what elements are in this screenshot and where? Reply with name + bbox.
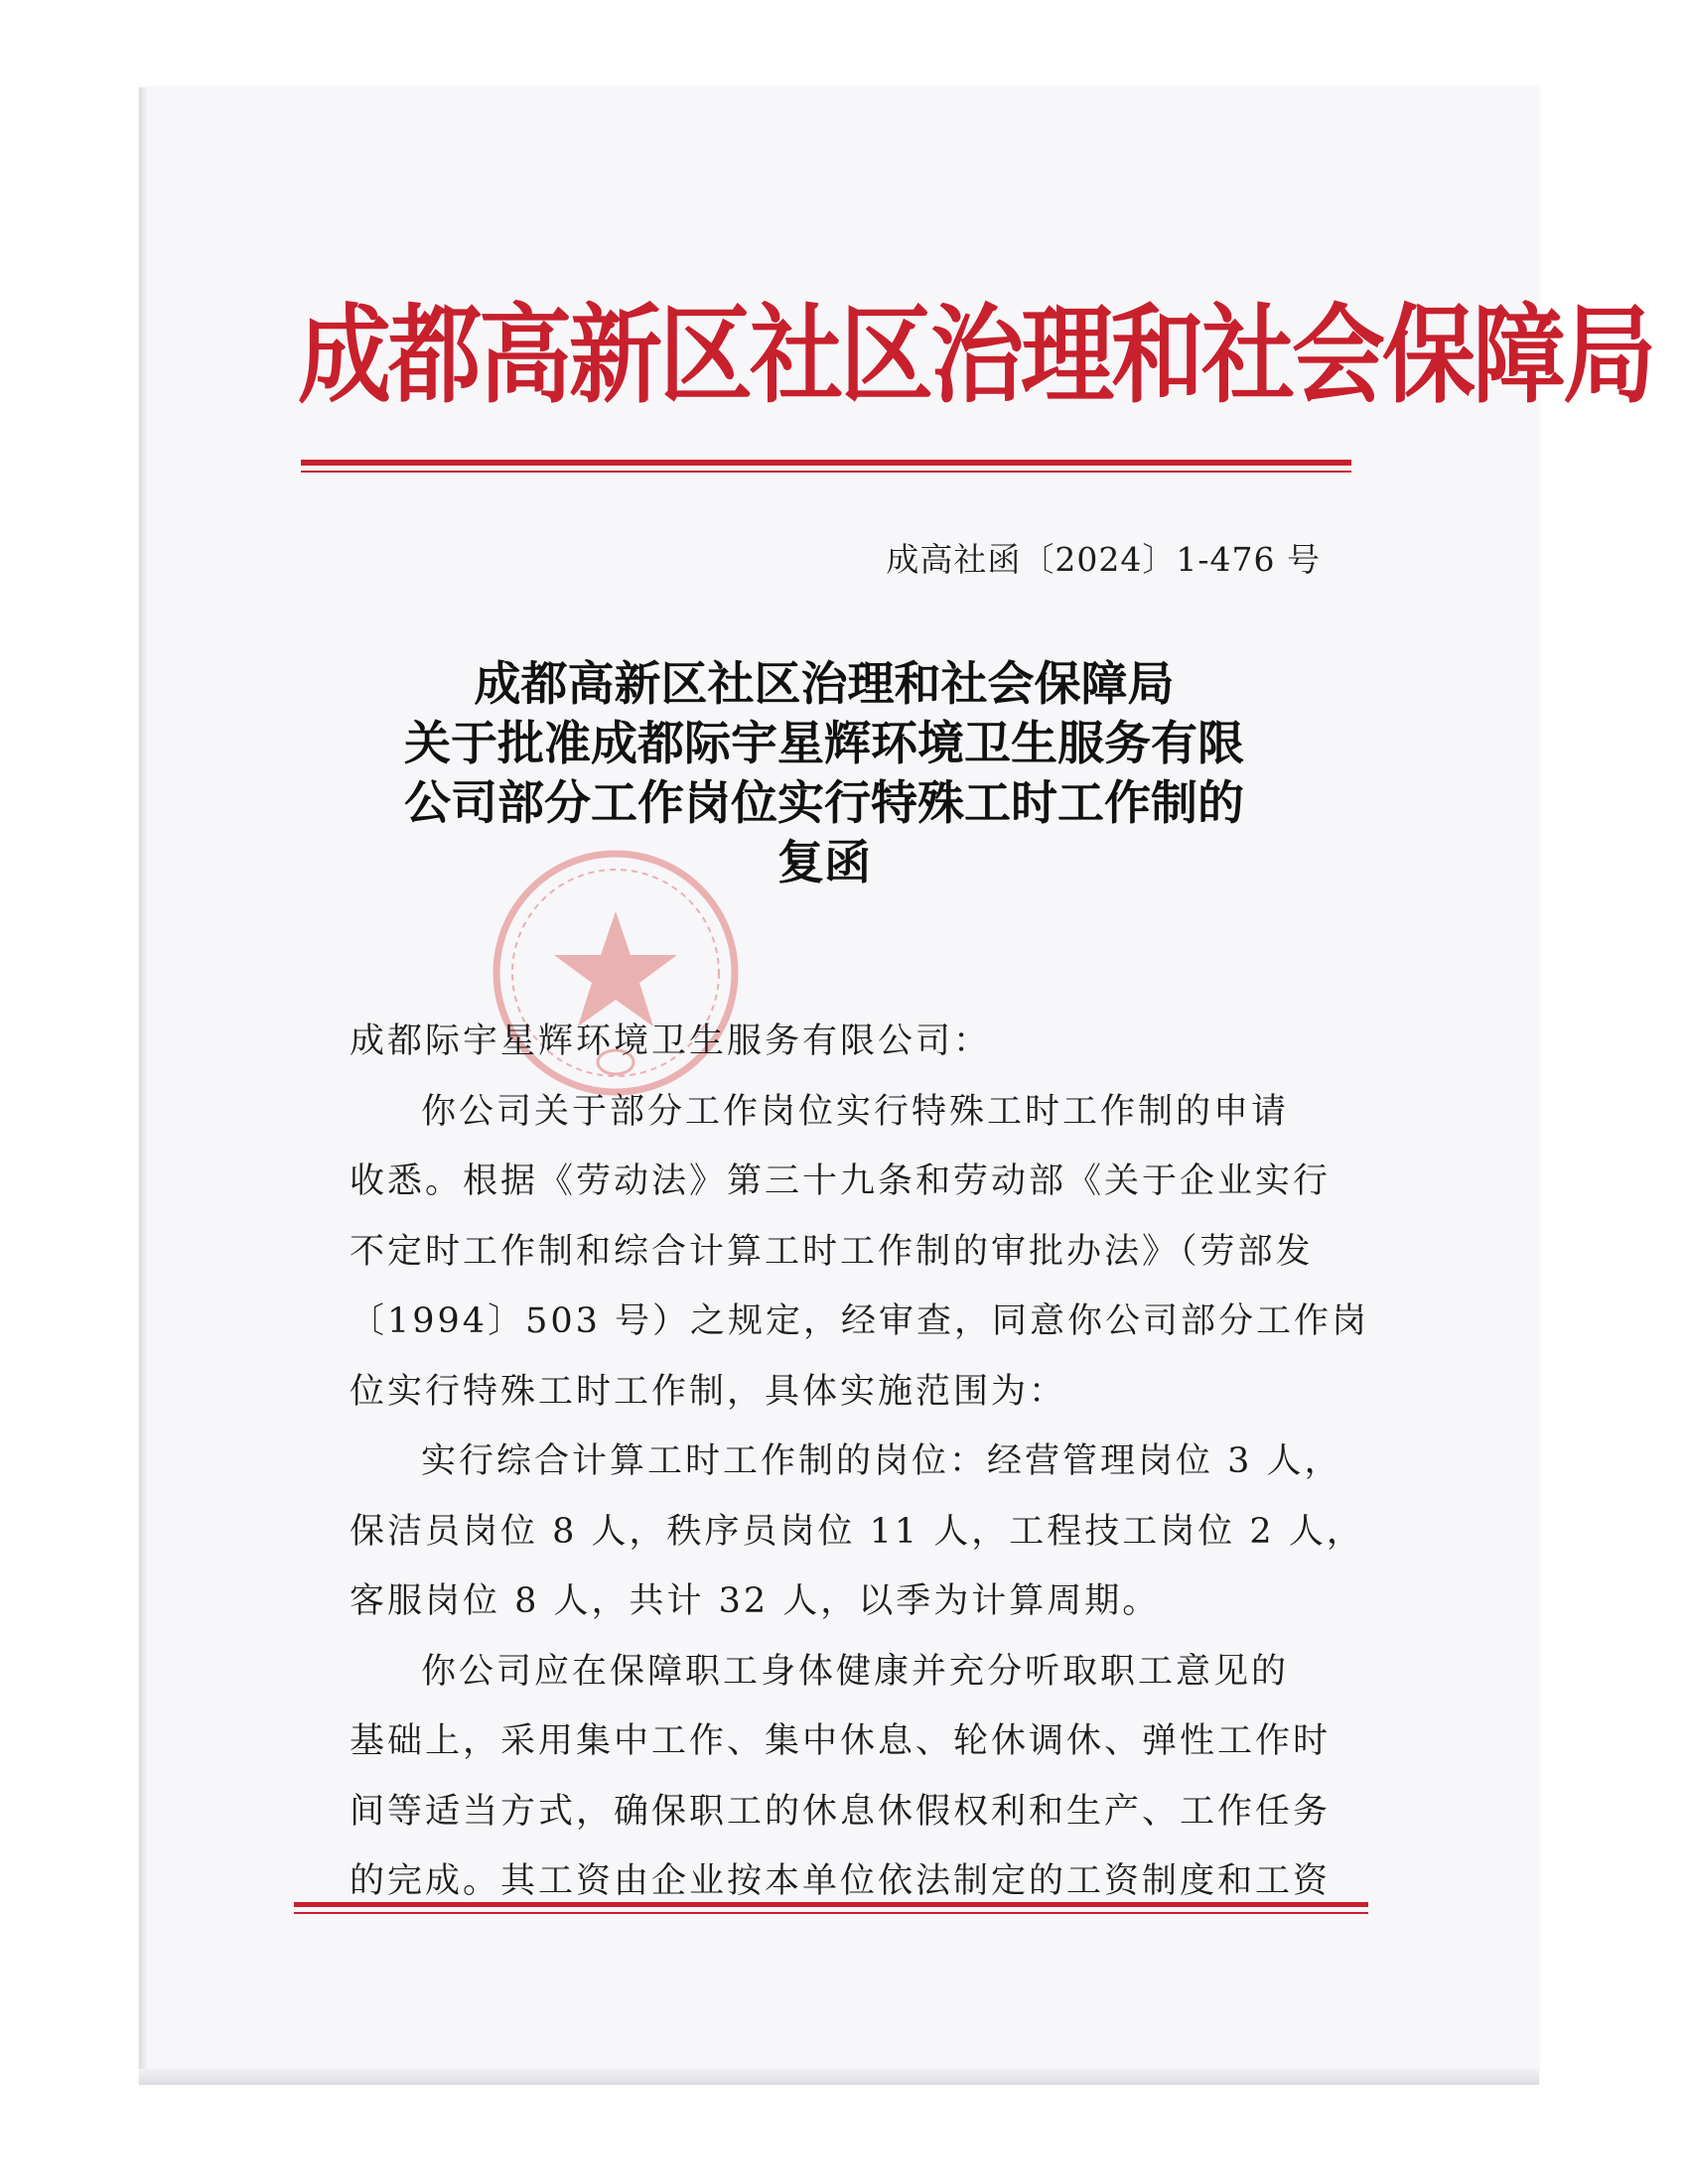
- body-line: 位实行特殊工时工作制，具体实施范围为：: [350, 1371, 1067, 1412]
- body-line: 客服岗位 8 人，共计 32 人，以季为计算周期。: [350, 1581, 1161, 1621]
- letterhead-title: 成都高新区社区治理和社会保障局: [298, 294, 1654, 419]
- footer-rule-thick: [294, 1902, 1368, 1907]
- letterhead-rule-thick: [301, 460, 1351, 466]
- body-line: 基础上，采用集中工作、集中休息、轮休调休、弹性工作时: [350, 1721, 1332, 1761]
- body-line: 〔1994〕503 号）之规定，经审查，同意你公司部分工作岗: [350, 1301, 1370, 1341]
- paper-bottom-edge: [139, 2069, 1539, 2085]
- document-number: 成高社函〔2024〕1-476 号: [886, 540, 1321, 579]
- title-line-3: 公司部分工作岗位实行特殊工时工作制的: [404, 776, 1244, 831]
- title-line-1: 成都高新区社区治理和社会保障局: [474, 657, 1175, 712]
- salutation: 成都际宇星辉环境卫生服务有限公司：: [350, 1022, 992, 1061]
- body-line: 你公司应在保障职工身体健康并充分听取职工意见的: [421, 1651, 1290, 1692]
- body-line: 不定时工作制和综合计算工时工作制的审批办法》（劳部发: [350, 1231, 1314, 1272]
- body-line: 间等适当方式，确保职工的休息休假权利和生产、工作任务: [350, 1791, 1332, 1832]
- body-line: 收悉。根据《劳动法》第三十九条和劳动部《关于企业实行: [350, 1161, 1332, 1201]
- footer-rule-thin: [294, 1912, 1368, 1914]
- body-line: 保洁员岗位 8 人，秩序员岗位 11 人，工程技工岗位 2 人，: [350, 1511, 1364, 1552]
- document-title: [298, 655, 1350, 893]
- title-line-4: 复函: [777, 836, 871, 890]
- body-line: 实行综合计算工时工作制的岗位：经营管理岗位 3 人，: [421, 1441, 1342, 1481]
- title-line-2: 关于批准成都际宇星辉环境卫生服务有限: [404, 717, 1244, 771]
- letterhead-rule-thin: [301, 471, 1351, 473]
- paper-left-edge: [139, 87, 147, 2085]
- letter-body: [350, 1007, 1370, 1917]
- body-line: 的完成。其工资由企业按本单位依法制定的工资制度和工资: [350, 1861, 1332, 1901]
- body-line: 你公司关于部分工作岗位实行特殊工时工作制的申请: [421, 1091, 1290, 1132]
